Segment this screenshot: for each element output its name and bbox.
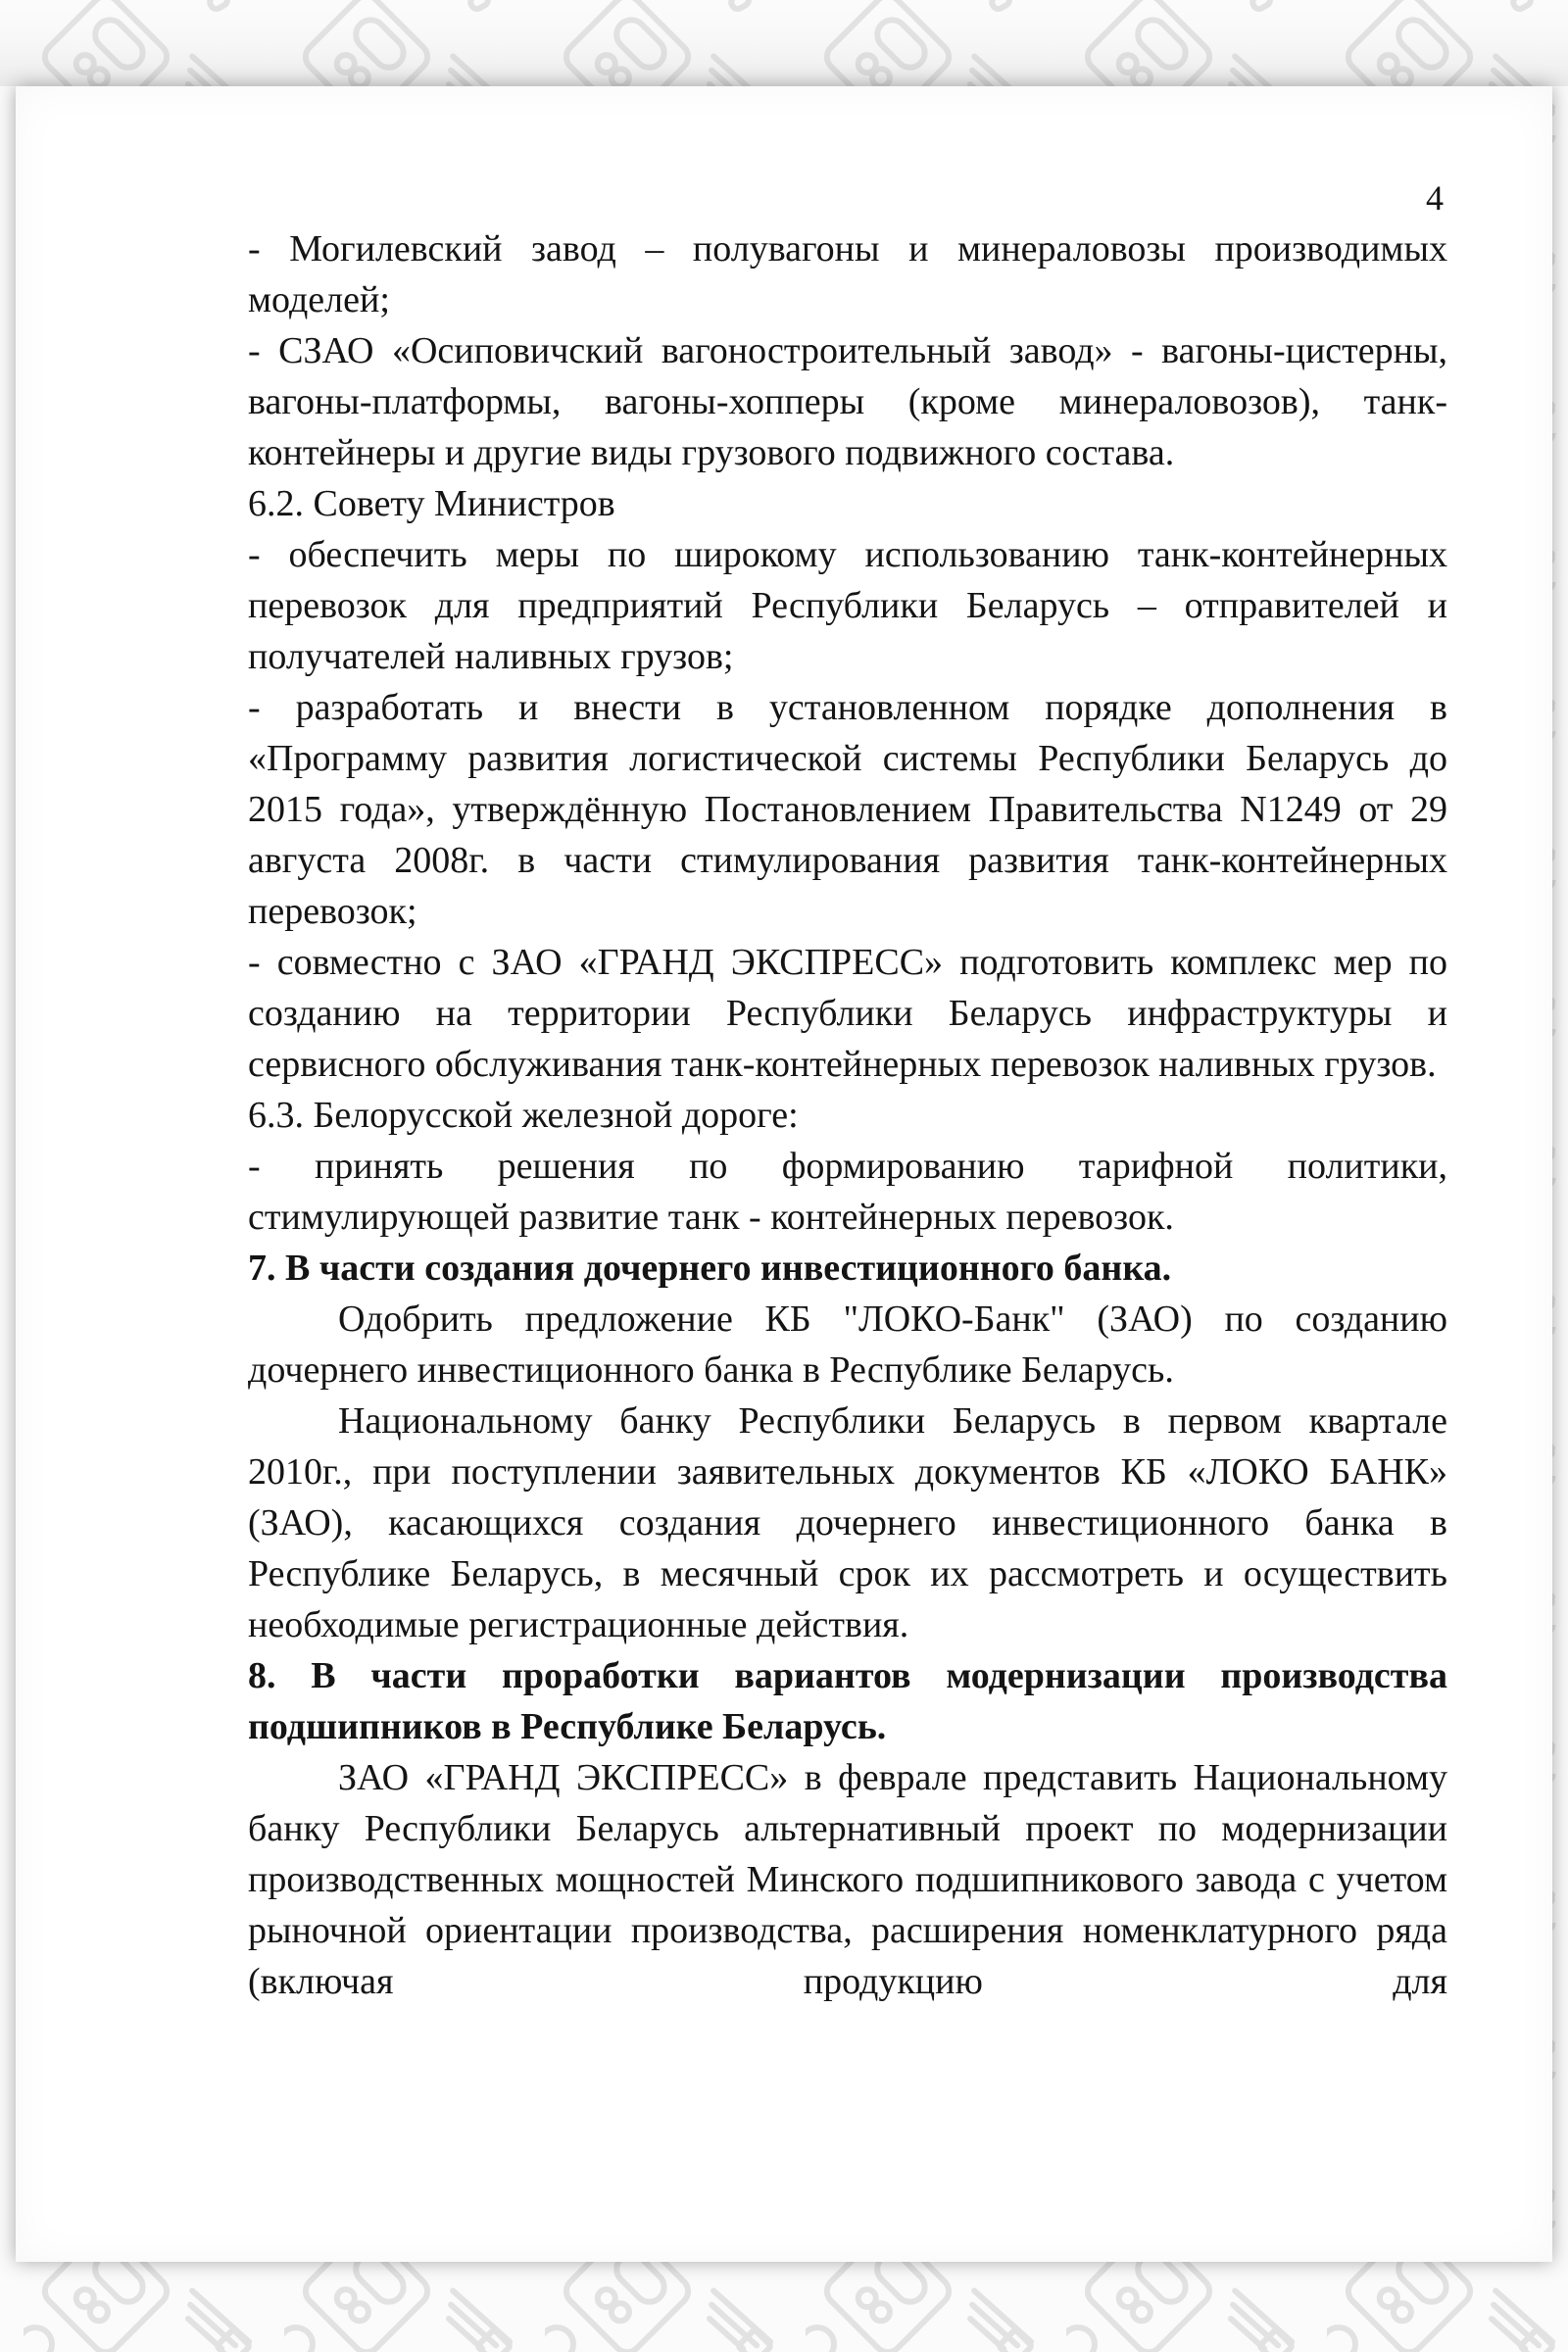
top-edge-shade [0,0,1568,86]
bullet-osipovichi-plant: - СЗАО «Осиповичский вагоностроительный завод» - вагоны-цистерны, вагоны-платформы, вагоны-хопперы (кроме минераловозов), танк-контейнеры и другие виды грузового подвижного состава. [248,330,1447,473]
section-7-heading: 7. В части создания дочернего инвестиционного банка. [248,1248,1172,1289]
para-nbrb-review: Национальному банку Республики Беларусь в первом квартале 2010г., при поступлении заявительных документов КБ «ЛОКО БАНК» (ЗАО), касающихся создания дочернего инвестиционного банка в Республике Беларусь, в месячный срок их рассмотреть и осуществить необходимые регистрационные действия. [248,1400,1447,1645]
document-page [16,86,1552,2262]
para-loko-bank-proposal: Одобрить предложение КБ "ЛОКО-Банк" (ЗАО) по созданию дочернего инвестиционного банка в Республике Беларусь. [248,1298,1447,1391]
bullet-logistics-program-2015: - разработать и внести в установленном порядке дополнения в «Программу развития логистической системы Республики Беларусь до 2015 года», утверждённую Постановлением Правительства N1249 от 29 августа 2008г. в части стимулирования развития танк-контейнерных перевозок; [248,687,1447,932]
bullet-tariff-policy: - принять решения по формированию тарифной политики, стимулирующей развитие танк - контейнерных перевозок. [248,1146,1447,1238]
bullet-mogilev-plant: - Могилевский завод – полувагоны и минераловозы производимых моделей; [248,228,1447,320]
document-text-block [248,172,1447,2007]
bullet-grand-express-infrastructure: - совместно с ЗАО «ГРАНД ЭКСПРЕСС» подготовить комплекс мер по созданию на территории Республики Беларусь инфраструктуры и сервисного обслуживания танк-контейнерных перевозок наливных грузов. [248,942,1447,1085]
para-bearing-modernization: ЗАО «ГРАНД ЭКСПРЕСС» в феврале представить Национальному банку Республики Беларусь альтернативный проект по модернизации производственных мощностей Минского подшипникового завода с учетом рыночной ориентации производства, расширения номенклатурного ряда (включая продукцию для [248,1757,1447,2002]
bullet-tank-container-measures: - обеспечить меры по широкому использованию танк-контейнерных перевозок для предприятий Республики Беларусь – отправителей и получателей наливных грузов; [248,534,1447,677]
clause-6-3: 6.3. Белорусской железной дороге: [248,1095,799,1136]
page-number: 4 [1426,178,1444,218]
section-8-heading: 8. В части проработки вариантов модернизации производства подшипников в Республике Беларусь. [248,1655,1447,1747]
clause-6-2: 6.2. Совету Министров [248,483,615,524]
